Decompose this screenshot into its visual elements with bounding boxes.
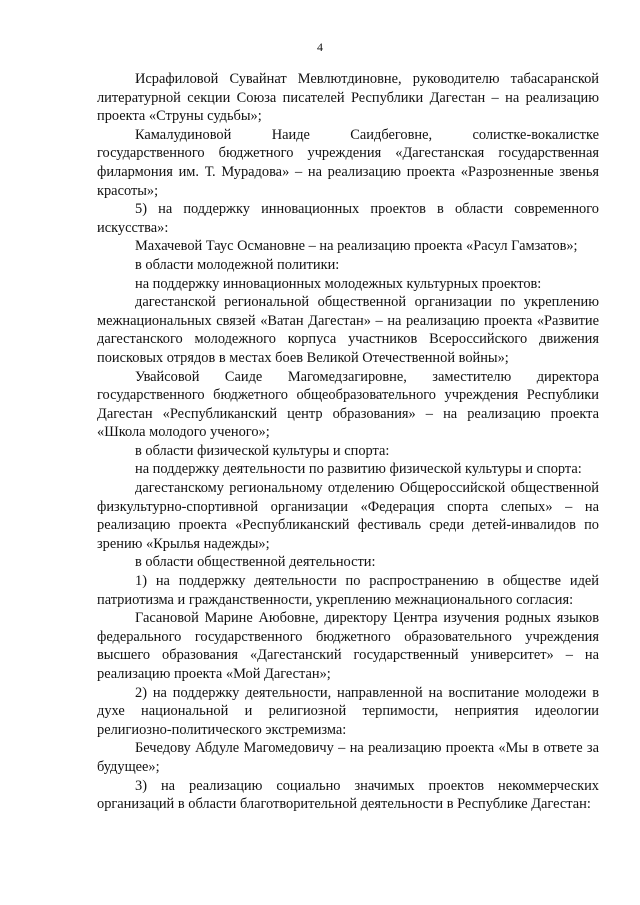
paragraph-makhacheva: Махачевой Таус Османовне – на реализацию проекта «Расул Гамзатов»; [135, 238, 578, 255]
paragraph-vatan-dagestan: дагестанской региональной общественной организации по укреплению межнациональных связей «Ватан Дагестан» – на реализацию проекта «Развитие дагестанского молодежного корпуса участников Всероссийского движения поисковых отрядов в местах боев Великой Отечественной войны»; [97, 294, 599, 366]
section-heading-sport: в области физической культуры и спорта: [135, 442, 390, 459]
page-number: 4 [317, 40, 323, 54]
paragraph-sport-support-heading: на поддержку деятельности по развитию физической культуры и спорта: [135, 461, 582, 478]
paragraph-gasanova: Гасановой Марине Аюбовне, директору Центра изучения родных языков федерального государственного бюджетного образовательного учреждения высшего образования «Дагестанский государственный университет» – на реализацию проекта «Мой Дагестан»; [97, 610, 599, 682]
paragraph-youth-projects-heading: на поддержку инновационных молодежных культурных проектов: [135, 275, 542, 292]
paragraph-blind-sport-federation: дагестанскому региональному отделению Общероссийской общественной физкультурно-спортивной организации «Федерация спорта слепых» – на реализацию проекта «Республиканский фестиваль среди детей-инвалидов по зрению «Крылья надежды»; [97, 480, 599, 552]
paragraph-item-3-heading: 3) на реализацию социально значимых проектов некоммерческих организаций в области благотворительной деятельности в Республике Дагестан: [97, 777, 599, 813]
paragraph-item-1-heading: 1) на поддержку деятельности по распространению в обществе идей патриотизма и гражданственности, укреплению межнационального согласия: [97, 573, 599, 608]
section-heading-public-activity: в области общественной деятельности: [135, 554, 376, 571]
document-body [97, 70, 599, 814]
paragraph-item-5-heading: 5) на поддержку инновационных проектов в области современного искусства»: [97, 201, 599, 236]
paragraph-israfilova: Исрафиловой Сувайнат Мевлютдиновне, руководителю табасаранской литературной секции Союза писателей Республики Дагестан – на реализацию проекта «Струны судьбы»; [97, 71, 599, 125]
paragraph-bechedov: Бечедову Абдуле Магомедовичу – на реализацию проекта «Мы в ответе за будущее»; [97, 740, 599, 775]
paragraph-item-2-heading: 2) на поддержку деятельности, направленной на воспитание молодежи в духе национальной и религиозной терпимости, неприятия идеологии религиозно-политического экстремизма: [97, 684, 599, 738]
paragraph-uvaysova: Увайсовой Саиде Магомедзагировне, заместителю директора государственного бюджетного общеобразовательного учреждения Республики Дагестан «Республиканский центр образования» – на реализацию проекта «Школа молодого ученого»; [97, 368, 599, 441]
paragraph-kamaludinova: Камалудиновой Наиде Саидбеговне, солистке-вокалистке государственного бюджетного учреждения «Дагестанская государственная филармония им. Т. Мурадова» – на реализацию проекта «Разрозненные звенья красоты»; [97, 126, 599, 199]
section-heading-youth-policy: в области молодежной политики: [135, 256, 340, 273]
